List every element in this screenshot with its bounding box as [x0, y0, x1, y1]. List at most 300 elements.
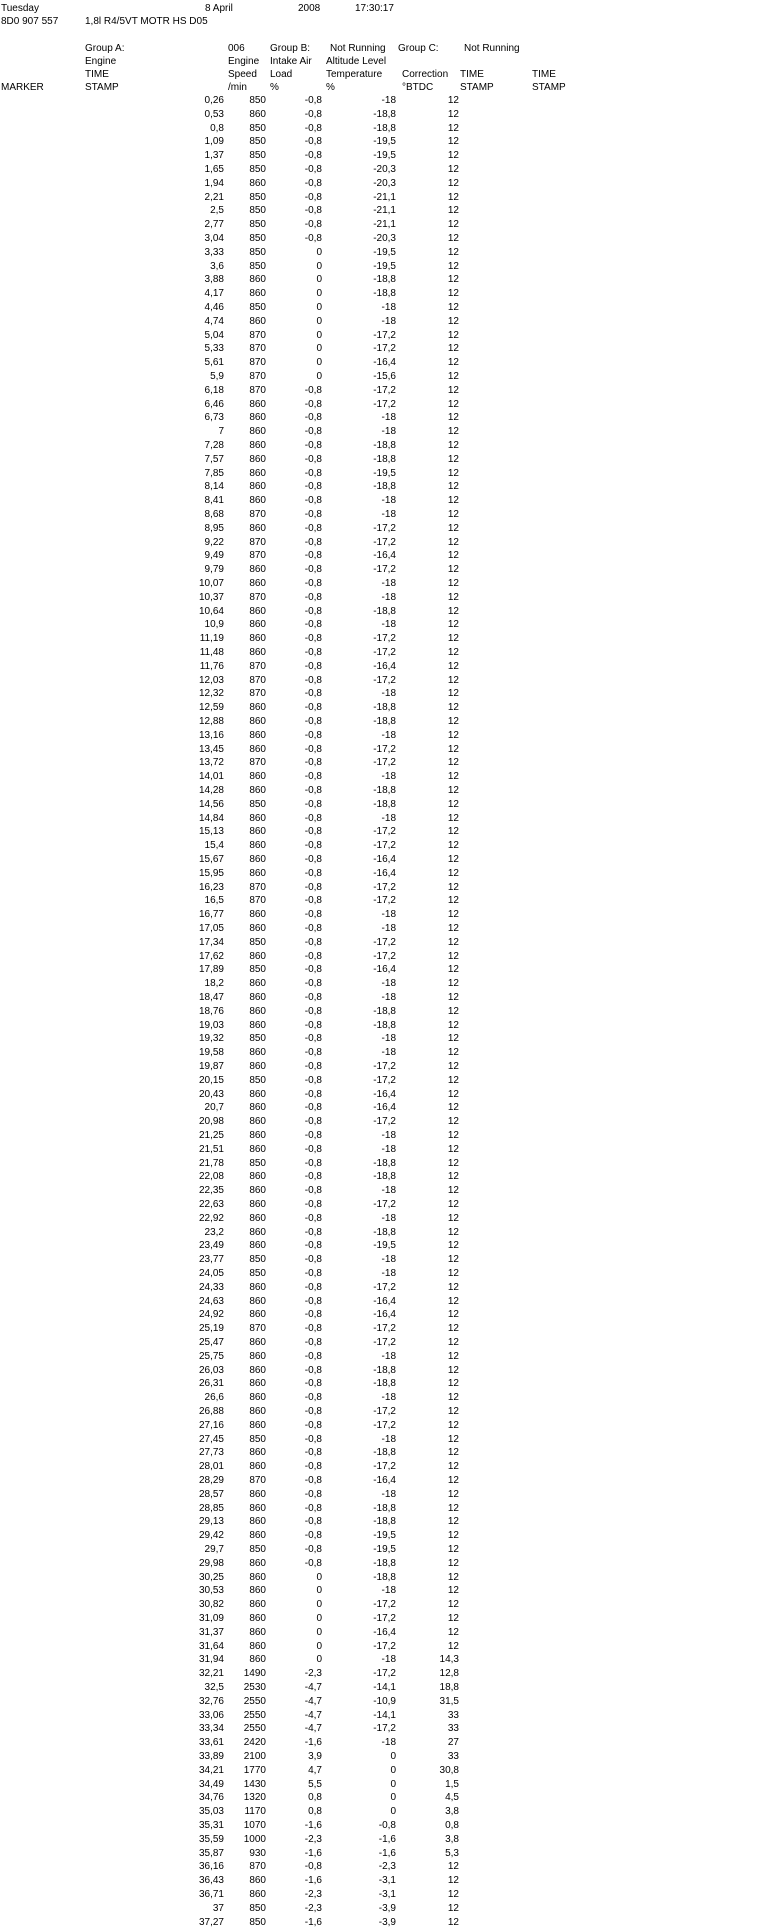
- cell-altitude-temp: -18: [381, 426, 396, 438]
- cell-engine-speed: 860: [249, 1461, 266, 1473]
- cell-timestamp: 29,42: [198, 1530, 224, 1542]
- cell-correction: 12: [447, 398, 459, 410]
- cell-engine-speed: 860: [249, 1005, 266, 1017]
- cell-altitude-temp: -14,1: [373, 1709, 396, 1721]
- cell-correction: 12: [447, 371, 459, 382]
- cell-timestamp: 23,2: [204, 1226, 224, 1238]
- cell-correction: 12: [447, 826, 459, 838]
- cell-correction: 12: [447, 219, 459, 231]
- table-row: [0, 1129, 772, 1142]
- cell-altitude-temp: -16,4: [373, 1309, 396, 1321]
- cell-altitude-temp: -18: [381, 302, 396, 313]
- table-row: [0, 1612, 772, 1625]
- col-altitude-line1: Altitude Level: [326, 56, 387, 67]
- cell-correction: 12: [447, 702, 459, 714]
- cell-correction: 12: [447, 1419, 459, 1431]
- cell-correction: 12: [447, 978, 459, 990]
- cell-engine-speed: 860: [249, 1516, 266, 1528]
- table-row: [0, 1709, 772, 1722]
- cell-correction: 33: [447, 1751, 459, 1762]
- cell-altitude-temp: -18: [381, 1392, 396, 1404]
- col-load-line3: %: [270, 82, 279, 93]
- cell-correction: 12: [447, 591, 459, 603]
- cell-timestamp: 3,04: [204, 233, 224, 244]
- cell-timestamp: 21,51: [198, 1143, 224, 1155]
- cell-intake-air-load: -0,8: [304, 936, 322, 948]
- cell-engine-speed: 850: [249, 246, 266, 258]
- cell-correction: 12: [447, 964, 459, 976]
- cell-engine-speed: 860: [249, 1875, 266, 1887]
- cell-engine-speed: 860: [249, 1392, 266, 1404]
- table-row: [0, 1446, 772, 1459]
- cell-engine-speed: 850: [249, 302, 266, 313]
- cell-engine-speed: 860: [249, 992, 266, 1003]
- cell-timestamp: 19,03: [198, 1019, 224, 1031]
- engine-description: 1,8l R4/5VT MOTR HS D05: [85, 16, 208, 27]
- cell-altitude-temp: -18: [381, 1350, 396, 1362]
- table-row: [0, 342, 772, 355]
- cell-correction: 12: [447, 150, 459, 162]
- cell-correction: 12: [447, 1530, 459, 1542]
- cell-intake-air-load: -0,8: [304, 1074, 322, 1086]
- cell-altitude-temp: -17,2: [373, 1116, 396, 1128]
- cell-intake-air-load: 0,8: [308, 1792, 322, 1804]
- table-row: [0, 1626, 772, 1639]
- cell-altitude-temp: -17,2: [373, 1281, 396, 1293]
- table-row: [0, 549, 772, 562]
- table-row: [0, 1571, 772, 1584]
- col-speed-line3: /min: [228, 82, 247, 93]
- cell-engine-speed: 2550: [243, 1709, 266, 1721]
- cell-intake-air-load: -0,8: [304, 702, 322, 714]
- cell-correction: 12: [447, 1502, 459, 1514]
- cell-altitude-temp: -20,3: [373, 233, 396, 244]
- cell-correction: 12: [447, 1889, 459, 1900]
- cell-correction: 12: [447, 812, 459, 824]
- table-row: [0, 1088, 772, 1101]
- cell-correction: 12: [447, 1392, 459, 1404]
- part-number: 8D0 907 557: [1, 16, 59, 27]
- cell-timestamp: 35,31: [198, 1820, 224, 1831]
- table-row: [0, 301, 772, 314]
- cell-timestamp: 13,45: [198, 743, 224, 755]
- cell-intake-air-load: -0,8: [304, 1502, 322, 1514]
- cell-correction: 12: [447, 840, 459, 852]
- table-row: [0, 894, 772, 907]
- cell-altitude-temp: -19,5: [373, 260, 396, 272]
- cell-timestamp: 25,75: [198, 1350, 224, 1362]
- cell-timestamp: 1,37: [204, 150, 224, 162]
- cell-altitude-temp: -19,5: [373, 1530, 396, 1542]
- cell-engine-speed: 860: [249, 1337, 266, 1348]
- cell-timestamp: 16,77: [198, 909, 224, 921]
- table-row: [0, 1198, 772, 1211]
- table-row: [0, 453, 772, 466]
- cell-engine-speed: 860: [249, 729, 266, 741]
- cell-correction: 12: [447, 1061, 459, 1072]
- cell-correction: 12: [447, 481, 459, 493]
- cell-altitude-temp: -18: [381, 578, 396, 589]
- cell-timestamp: 17,05: [198, 923, 224, 934]
- cell-engine-speed: 870: [249, 536, 266, 548]
- cell-intake-air-load: 0,8: [308, 1806, 322, 1818]
- cell-intake-air-load: 5,5: [308, 1778, 322, 1790]
- cell-altitude-temp: 0: [390, 1751, 396, 1762]
- cell-altitude-temp: -18,8: [373, 1447, 396, 1459]
- cell-correction: 12: [447, 357, 459, 369]
- table-row: [0, 687, 772, 700]
- cell-correction: 12: [447, 1254, 459, 1266]
- col-load-line2: Load: [270, 69, 293, 80]
- cell-altitude-temp: -17,2: [373, 522, 396, 534]
- cell-engine-speed: 2550: [243, 1695, 266, 1707]
- cell-engine-speed: 930: [249, 1847, 266, 1859]
- cell-timestamp: 4,74: [204, 315, 224, 327]
- table-row: [0, 425, 772, 438]
- cell-intake-air-load: -0,8: [304, 895, 322, 907]
- cell-correction: 12: [447, 509, 459, 520]
- table-row: [0, 577, 772, 590]
- table-row: [0, 1488, 772, 1501]
- cell-altitude-temp: -18: [381, 1654, 396, 1666]
- table-row: [0, 122, 772, 135]
- cell-correction: 12: [447, 205, 459, 217]
- table-row: [0, 605, 772, 618]
- table-row: [0, 232, 772, 245]
- cell-engine-speed: 870: [249, 1323, 266, 1335]
- table-row: [0, 1405, 772, 1418]
- table-row: [0, 1502, 772, 1515]
- cell-timestamp: 14,84: [198, 812, 224, 824]
- table-row: [0, 563, 772, 576]
- table-row: [0, 591, 772, 604]
- cell-timestamp: 36,16: [198, 1861, 224, 1873]
- cell-timestamp: 32,76: [198, 1695, 224, 1707]
- cell-timestamp: 10,37: [198, 591, 224, 603]
- header-date: 8 April: [205, 3, 233, 14]
- cell-correction: 12: [447, 1281, 459, 1293]
- table-row: [0, 977, 772, 990]
- cell-correction: 12: [447, 1337, 459, 1348]
- cell-engine-speed: 860: [249, 1102, 266, 1114]
- cell-timestamp: 9,79: [204, 564, 224, 576]
- cell-timestamp: 10,64: [198, 605, 224, 617]
- cell-altitude-temp: -16,4: [373, 867, 396, 879]
- cell-altitude-temp: -18: [381, 495, 396, 507]
- cell-altitude-temp: 0: [390, 1806, 396, 1818]
- cell-altitude-temp: 0: [390, 1764, 396, 1776]
- table-row: [0, 715, 772, 728]
- cell-correction: 12: [447, 1268, 459, 1279]
- table-row: [0, 1295, 772, 1308]
- cell-timestamp: 31,64: [198, 1640, 224, 1652]
- cell-timestamp: 17,89: [198, 964, 224, 976]
- table-row: [0, 108, 772, 121]
- cell-engine-speed: 860: [249, 605, 266, 617]
- cell-intake-air-load: -0,8: [304, 1295, 322, 1307]
- cell-timestamp: 24,92: [198, 1309, 224, 1321]
- table-row: [0, 1847, 772, 1860]
- table-row: [0, 1143, 772, 1156]
- cell-intake-air-load: 0: [316, 329, 322, 341]
- cell-altitude-temp: -18: [381, 1047, 396, 1059]
- cell-engine-speed: 870: [249, 357, 266, 369]
- cell-engine-speed: 1070: [243, 1820, 266, 1831]
- table-row: [0, 1184, 772, 1197]
- table-row: [0, 329, 772, 342]
- cell-intake-air-load: -0,8: [304, 660, 322, 672]
- cell-engine-speed: 860: [249, 840, 266, 852]
- cell-engine-speed: 860: [249, 1143, 266, 1155]
- cell-altitude-temp: -19,5: [373, 1544, 396, 1555]
- cell-engine-speed: 860: [249, 1571, 266, 1583]
- cell-intake-air-load: -0,8: [304, 1281, 322, 1293]
- cell-intake-air-load: 0: [316, 371, 322, 382]
- cell-correction: 12: [447, 274, 459, 286]
- cell-altitude-temp: -18: [381, 619, 396, 631]
- cell-correction: 12: [447, 909, 459, 921]
- table-row: [0, 467, 772, 480]
- table-row: [0, 950, 772, 963]
- cell-engine-speed: 860: [249, 564, 266, 576]
- cell-altitude-temp: -18: [381, 509, 396, 520]
- cell-intake-air-load: 0: [316, 246, 322, 258]
- cell-intake-air-load: -0,8: [304, 95, 322, 106]
- cell-correction: 12: [447, 1047, 459, 1059]
- cell-timestamp: 35,59: [198, 1833, 224, 1845]
- group-c-status: Not Running: [464, 43, 520, 54]
- cell-correction: 12: [447, 343, 459, 355]
- cell-intake-air-load: -0,8: [304, 205, 322, 217]
- cell-engine-speed: 860: [249, 1406, 266, 1417]
- cell-timestamp: 33,06: [198, 1709, 224, 1721]
- cell-correction: 12: [447, 122, 459, 134]
- cell-intake-air-load: 0: [316, 1571, 322, 1583]
- cell-timestamp: 36,43: [198, 1875, 224, 1887]
- col-altitude-line2: Temperature: [326, 69, 383, 80]
- cell-correction: 12: [447, 1226, 459, 1238]
- cell-correction: 12: [447, 1102, 459, 1114]
- table-row: [0, 480, 772, 493]
- cell-timestamp: 7,57: [204, 453, 224, 465]
- cell-engine-speed: 860: [249, 1088, 266, 1100]
- cell-timestamp: 34,21: [198, 1764, 224, 1776]
- cell-correction: 12: [447, 1557, 459, 1569]
- cell-engine-speed: 860: [249, 1613, 266, 1624]
- table-row: [0, 1115, 772, 1128]
- cell-intake-air-load: -0,8: [304, 1433, 322, 1445]
- cell-timestamp: 8,95: [204, 522, 224, 534]
- cell-engine-speed: 850: [249, 798, 266, 810]
- cell-altitude-temp: -20,3: [373, 177, 396, 189]
- cell-altitude-temp: -2,3: [378, 1861, 396, 1873]
- table-row: [0, 177, 772, 190]
- cell-timestamp: 21,78: [198, 1157, 224, 1169]
- cell-timestamp: 13,72: [198, 757, 224, 769]
- cell-intake-air-load: -0,8: [304, 177, 322, 189]
- cell-altitude-temp: -17,2: [373, 950, 396, 962]
- cell-altitude-temp: -17,2: [373, 1061, 396, 1072]
- col-timestamp-1-line3: STAMP: [85, 82, 119, 93]
- cell-timestamp: 24,33: [198, 1281, 224, 1293]
- cell-correction: 12: [447, 426, 459, 438]
- cell-altitude-temp: -18,8: [373, 1364, 396, 1376]
- cell-correction: 31,5: [439, 1695, 459, 1707]
- cell-altitude-temp: -17,2: [373, 1406, 396, 1417]
- cell-timestamp: 5,33: [204, 343, 224, 355]
- table-row: [0, 315, 772, 328]
- cell-intake-air-load: -0,8: [304, 398, 322, 410]
- cell-altitude-temp: -18,8: [373, 1516, 396, 1528]
- table-row: [0, 1032, 772, 1045]
- cell-correction: 12: [447, 729, 459, 741]
- cell-engine-speed: 870: [249, 509, 266, 520]
- cell-engine-speed: 1170: [244, 1806, 266, 1818]
- table-row: [0, 1640, 772, 1653]
- table-row: [0, 1653, 772, 1666]
- cell-timestamp: 26,31: [198, 1378, 224, 1390]
- cell-correction: 4,5: [445, 1792, 459, 1804]
- table-row: [0, 191, 772, 204]
- cell-timestamp: 12,88: [198, 716, 224, 727]
- table-row: [0, 1157, 772, 1170]
- cell-correction: 12: [447, 164, 459, 175]
- cell-engine-speed: 860: [249, 1226, 266, 1238]
- cell-correction: 12: [447, 1861, 459, 1873]
- cell-engine-speed: 860: [249, 1281, 266, 1293]
- cell-correction: 12: [447, 1212, 459, 1224]
- table-row: [0, 1750, 772, 1763]
- group-a-label: Group A:: [85, 43, 125, 54]
- cell-intake-air-load: -0,8: [304, 1475, 322, 1486]
- cell-altitude-temp: -17,2: [373, 757, 396, 769]
- cell-correction: 12: [447, 1074, 459, 1086]
- cell-intake-air-load: 0: [316, 1626, 322, 1638]
- table-row: [0, 384, 772, 397]
- table-row: [0, 922, 772, 935]
- cell-engine-speed: 1430: [243, 1778, 266, 1790]
- cell-correction: 12: [447, 1447, 459, 1459]
- cell-intake-air-load: -0,8: [304, 1406, 322, 1417]
- cell-timestamp: 23,49: [198, 1240, 224, 1252]
- table-row: [0, 1336, 772, 1349]
- cell-intake-air-load: -4,7: [304, 1682, 322, 1693]
- cell-altitude-temp: -18,8: [373, 1502, 396, 1514]
- cell-engine-speed: 850: [249, 191, 266, 203]
- cell-intake-air-load: -0,8: [304, 881, 322, 893]
- cell-altitude-temp: -20,3: [373, 164, 396, 175]
- cell-timestamp: 5,9: [210, 371, 224, 382]
- cell-intake-air-load: 0: [316, 357, 322, 369]
- cell-altitude-temp: -18,8: [373, 798, 396, 810]
- cell-altitude-temp: -18: [381, 909, 396, 921]
- cell-altitude-temp: -0,8: [378, 1820, 396, 1831]
- table-row: [0, 963, 772, 976]
- cell-intake-air-load: -0,8: [304, 509, 322, 520]
- cell-engine-speed: 870: [249, 550, 266, 562]
- cell-timestamp: 8,41: [204, 495, 224, 507]
- cell-correction: 12: [447, 578, 459, 589]
- cell-intake-air-load: -0,8: [304, 412, 322, 424]
- cell-correction: 0,8: [445, 1820, 459, 1831]
- cell-engine-speed: 870: [249, 329, 266, 341]
- cell-intake-air-load: -0,8: [304, 1185, 322, 1197]
- table-row: [0, 163, 772, 176]
- cell-timestamp: 3,88: [204, 274, 224, 286]
- cell-intake-air-load: 0: [316, 1585, 322, 1597]
- table-row: [0, 149, 772, 162]
- cell-timestamp: 1,94: [204, 177, 224, 189]
- table-row: [0, 1460, 772, 1473]
- cell-altitude-temp: -10,9: [373, 1695, 396, 1707]
- cell-correction: 12: [447, 743, 459, 755]
- cell-engine-speed: 1770: [243, 1764, 266, 1776]
- table-row: [0, 1005, 772, 1018]
- cell-timestamp: 33,34: [198, 1723, 224, 1735]
- cell-altitude-temp: -16,4: [373, 1102, 396, 1114]
- cell-altitude-temp: -1,6: [378, 1847, 396, 1859]
- cell-correction: 12: [447, 246, 459, 258]
- cell-intake-air-load: -0,8: [304, 150, 322, 162]
- cell-timestamp: 31,94: [198, 1654, 224, 1666]
- cell-correction: 14,3: [439, 1654, 459, 1666]
- cell-timestamp: 32,21: [198, 1668, 224, 1680]
- table-row: [0, 1778, 772, 1791]
- cell-altitude-temp: -17,2: [373, 1613, 396, 1624]
- cell-engine-speed: 860: [249, 647, 266, 658]
- cell-correction: 12: [447, 108, 459, 120]
- table-row: [0, 273, 772, 286]
- cell-intake-air-load: -0,8: [304, 1061, 322, 1072]
- table-row: [0, 1791, 772, 1804]
- cell-correction: 12: [447, 633, 459, 645]
- cell-correction: 33: [447, 1723, 459, 1735]
- table-row: [0, 674, 772, 687]
- cell-correction: 12: [447, 1295, 459, 1307]
- cell-engine-speed: 850: [249, 136, 266, 148]
- cell-correction: 12: [447, 1916, 459, 1928]
- cell-engine-speed: 860: [249, 1295, 266, 1307]
- cell-altitude-temp: -18,8: [373, 605, 396, 617]
- cell-correction: 12: [447, 854, 459, 865]
- cell-correction: 12: [447, 1157, 459, 1169]
- cell-correction: 12: [447, 1516, 459, 1528]
- cell-intake-air-load: -0,8: [304, 522, 322, 534]
- cell-timestamp: 17,34: [198, 936, 224, 948]
- cell-intake-air-load: -0,8: [304, 854, 322, 865]
- cell-altitude-temp: -18: [381, 591, 396, 603]
- cell-engine-speed: 860: [249, 1488, 266, 1500]
- table-row: [0, 1474, 772, 1487]
- cell-timestamp: 15,4: [204, 840, 224, 852]
- cell-correction: 12: [447, 1309, 459, 1321]
- cell-timestamp: 18,2: [204, 978, 224, 990]
- cell-altitude-temp: 0: [390, 1792, 396, 1804]
- cell-altitude-temp: -17,2: [373, 1419, 396, 1431]
- cell-timestamp: 11,48: [199, 647, 224, 658]
- table-row: [0, 508, 772, 521]
- cell-correction: 3,8: [445, 1806, 459, 1818]
- header-day: Tuesday: [1, 3, 39, 14]
- cell-intake-air-load: -1,6: [304, 1916, 322, 1928]
- cell-intake-air-load: -0,8: [304, 1254, 322, 1266]
- cell-engine-speed: 860: [249, 1364, 266, 1376]
- cell-timestamp: 20,98: [198, 1116, 224, 1128]
- cell-intake-air-load: 0: [316, 1640, 322, 1652]
- cell-timestamp: 37,27: [198, 1916, 224, 1928]
- cell-correction: 12: [447, 453, 459, 465]
- cell-altitude-temp: -18: [381, 1585, 396, 1597]
